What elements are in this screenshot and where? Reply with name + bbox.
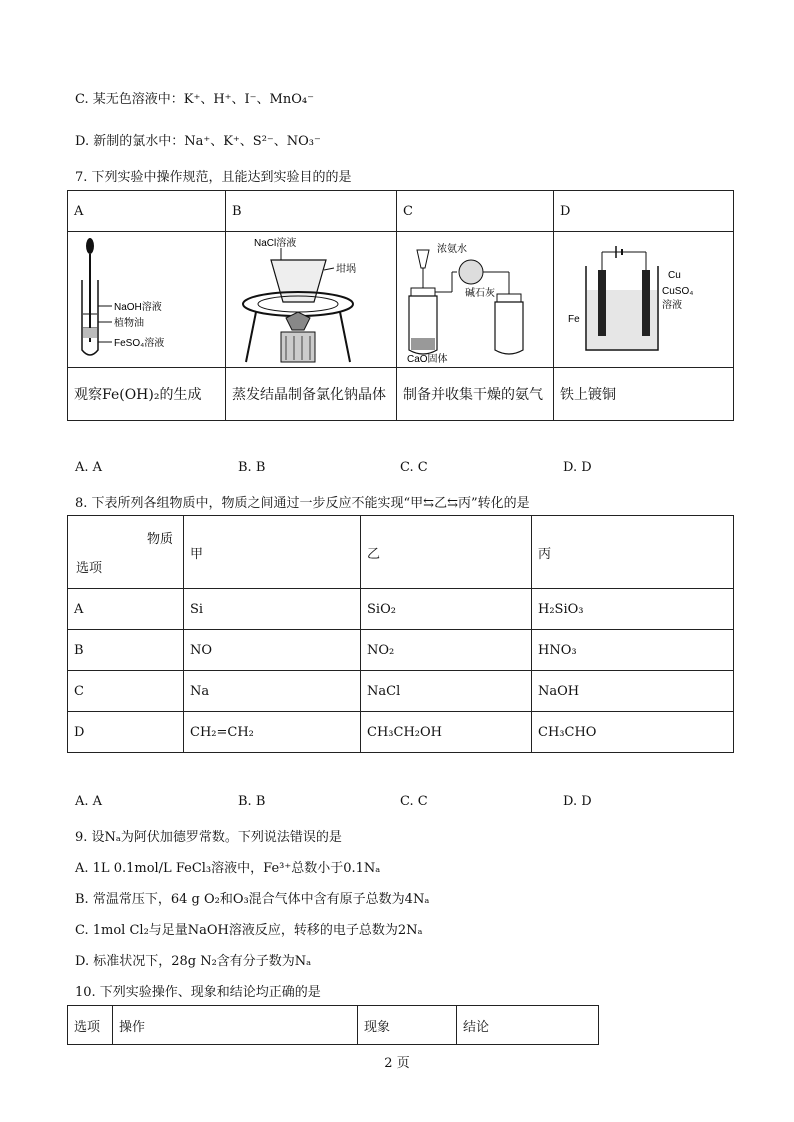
q10-header-phenomenon: 现象 <box>358 1006 457 1045</box>
q7-answer-a[interactable]: A. A <box>75 460 103 475</box>
q8-cell: CH₂=CH₂ <box>184 712 361 753</box>
q10-header-option: 选项 <box>68 1006 113 1045</box>
q7-stem: 7. 下列实验中操作规范，且能达到实验目的的是 <box>75 170 352 185</box>
q8-cell: HNO₃ <box>532 630 734 671</box>
q7-answer-d[interactable]: D. D <box>563 460 592 475</box>
q7-figure-b <box>226 232 397 368</box>
q9-option-c[interactable]: C. 1mol Cl₂与足量NaOH溶液反应，转移的电子总数为2Nₐ <box>75 923 423 938</box>
q6-option-d: D. 新制的氯水中：Na⁺、K⁺、S²⁻、NO₃⁻ <box>75 134 321 149</box>
q7-a-label-oil: 植物油 <box>114 318 144 329</box>
q10-header-operation: 操作 <box>113 1006 358 1045</box>
q7-d-label-solution: 溶液 <box>662 300 682 311</box>
q8-row-b <box>68 630 734 671</box>
q8-cell: SiO₂ <box>361 589 532 630</box>
q7-b-label-nacl: NaCl溶液 <box>254 238 297 249</box>
q8-answer-a[interactable]: A. A <box>75 794 103 809</box>
q7-caption-b: 蒸发结晶制备氯化钠晶体 <box>226 368 397 421</box>
q7-c-label-lime: 碱石灰 <box>465 288 495 299</box>
q8-cell: Si <box>184 589 361 630</box>
q7-caption-a: 观察Fe(OH)₂的生成 <box>68 368 226 421</box>
q8-row-a <box>68 589 734 630</box>
q8-cell: NaOH <box>532 671 734 712</box>
q7-d-label-fe: Fe <box>568 314 580 325</box>
q8-row-c <box>68 671 734 712</box>
q8-cell: NO₂ <box>361 630 532 671</box>
q8-corner-cell <box>68 516 184 589</box>
q7-b-label-crucible: 坩埚 <box>336 264 356 275</box>
q7-d-label-cuso4: CuSO₄ <box>662 286 694 297</box>
q8-cell: NO <box>184 630 361 671</box>
q7-a-label-feso4: FeSO₄溶液 <box>114 338 165 349</box>
q8-header-bing: 丙 <box>532 516 734 589</box>
q8-cell: A <box>68 589 184 630</box>
q7-figure-c <box>397 232 554 368</box>
q8-cell: CH₃CH₂OH <box>361 712 532 753</box>
q10-table <box>67 1005 599 1045</box>
q7-header-c: C <box>397 191 554 232</box>
q9-option-a[interactable]: A. 1L 0.1mol/L FeCl₃溶液中，Fe³⁺总数小于0.1Nₐ <box>75 861 381 876</box>
q8-answer-d[interactable]: D. D <box>563 794 592 809</box>
q7-figure-d <box>554 232 734 368</box>
q10-stem: 10. 下列实验操作、现象和结论均正确的是 <box>75 985 321 1000</box>
q7-a-label-naoh: NaOH溶液 <box>114 302 162 313</box>
q7-caption-c: 制备并收集干燥的氨气 <box>397 368 554 421</box>
q7-header-a: A <box>68 191 226 232</box>
q8-answer-c[interactable]: C. C <box>400 794 428 809</box>
q7-header-b: B <box>226 191 397 232</box>
q7-table <box>67 190 734 421</box>
q8-cell: D <box>68 712 184 753</box>
q8-header-jia: 甲 <box>184 516 361 589</box>
q7-d-label-cu: Cu <box>668 270 681 281</box>
q8-cell: NaCl <box>361 671 532 712</box>
q6-option-c: C. 某无色溶液中：K⁺、H⁺、I⁻、MnO₄⁻ <box>75 92 314 107</box>
q8-header-yi: 乙 <box>361 516 532 589</box>
q8-answer-b[interactable]: B. B <box>238 794 266 809</box>
q8-cell: CH₃CHO <box>532 712 734 753</box>
q8-cell: Na <box>184 671 361 712</box>
q8-row-d <box>68 712 734 753</box>
q8-cell: H₂SiO₃ <box>532 589 734 630</box>
q8-corner-bottom: 选项 <box>76 561 103 576</box>
page-footer: 2 页 <box>384 1056 410 1071</box>
q9-stem: 9. 设Nₐ为阿伏加德罗常数。下列说法错误的是 <box>75 830 342 845</box>
q7-answer-c[interactable]: C. C <box>400 460 428 475</box>
q7-c-label-cao: CaO固体 <box>407 354 448 365</box>
q9-option-b[interactable]: B. 常温常压下，64 g O₂和O₃混合气体中含有原子总数为4Nₐ <box>75 892 430 907</box>
q7-caption-d: 铁上镀铜 <box>554 368 734 421</box>
q7-figure-a <box>68 232 226 368</box>
q9-option-d[interactable]: D. 标准状况下，28g N₂含有分子数为Nₐ <box>75 954 312 969</box>
q8-table <box>67 515 734 753</box>
q7-answer-b[interactable]: B. B <box>238 460 266 475</box>
q7-c-label-ammonia: 浓氨水 <box>437 244 467 255</box>
q8-stem: 8. 下表所列各组物质中，物质之间通过一步反应不能实现“甲⇆乙⇆丙”转化的是 <box>75 496 530 511</box>
q8-cell: B <box>68 630 184 671</box>
q7-header-d: D <box>554 191 734 232</box>
q8-corner-top: 物质 <box>146 532 173 547</box>
q10-header-conclusion: 结论 <box>457 1006 599 1045</box>
q8-cell: C <box>68 671 184 712</box>
